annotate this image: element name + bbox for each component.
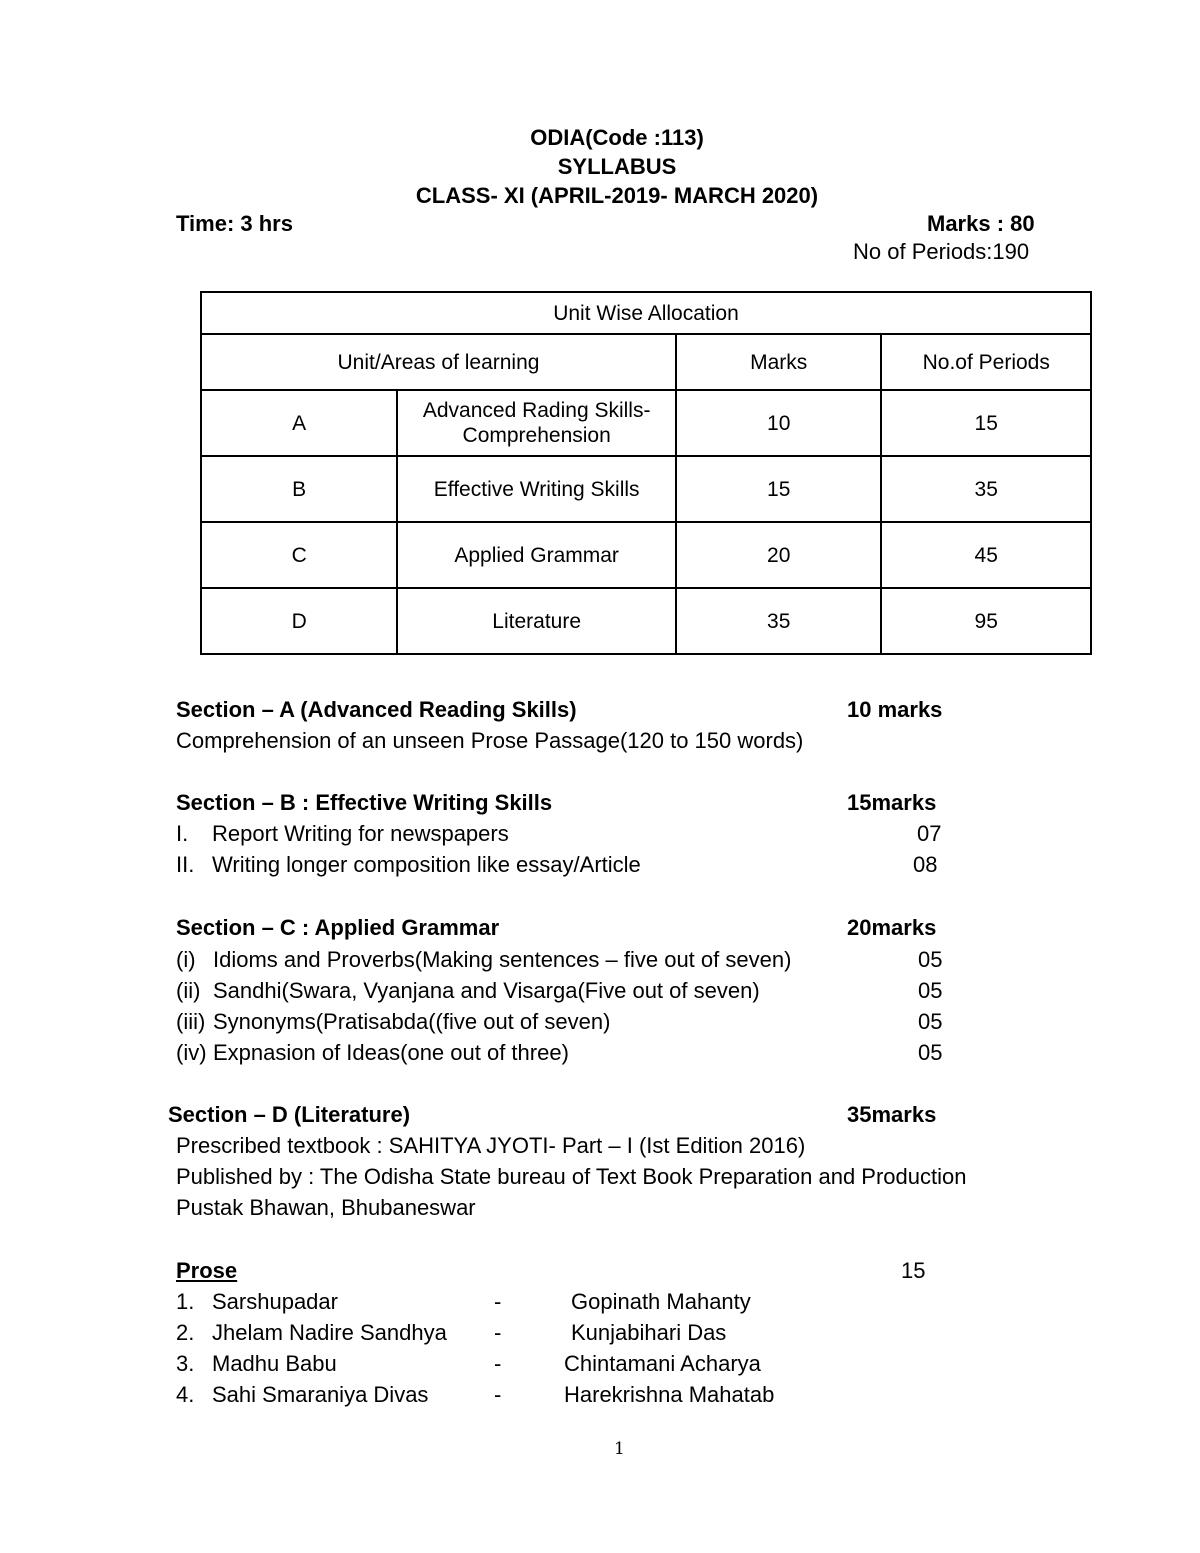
page-number: 1: [614, 1439, 625, 1459]
item-text: Idioms and Proverbs(Making sentences – five out of seven): [213, 947, 792, 972]
table-row: [201, 588, 1091, 654]
unit-cell: D: [201, 588, 397, 654]
section-c-marks: 20marks: [847, 915, 937, 940]
periods-label: No of Periods:190: [853, 239, 1030, 264]
item-number: 2.: [176, 1320, 195, 1345]
table-row: [201, 522, 1091, 588]
item-marks: 05: [918, 1009, 943, 1034]
prose-author: Gopinath Mahanty: [571, 1289, 751, 1314]
unit-cell: B: [201, 456, 397, 522]
section-b-marks: 15marks: [847, 790, 937, 815]
area-cell: Applied Grammar: [397, 522, 676, 588]
header-unit-area: Unit/Areas of learning: [201, 334, 676, 390]
item-number: 1.: [176, 1289, 195, 1314]
marks-cell: 35: [676, 588, 881, 654]
item-marks: 05: [918, 1040, 943, 1065]
item-text: Sandhi(Swara, Vyanjana and Visarga(Five out of seven): [213, 978, 760, 1003]
unit-allocation-table: [200, 291, 1092, 655]
header-periods: No.of Periods: [881, 334, 1091, 390]
item-marks: 08: [913, 852, 938, 877]
prose-author: Harekrishna Mahatab: [564, 1382, 775, 1407]
prose-title: Madhu Babu: [212, 1351, 337, 1376]
unit-cell: C: [201, 522, 397, 588]
document-subtitle: SYLLABUS: [557, 154, 677, 179]
marks-label: Marks : 80: [927, 211, 1035, 236]
dash: -: [494, 1320, 502, 1345]
section-b-title: Section – B : Effective Writing Skills: [176, 790, 553, 815]
item-text: Expnasion of Ideas(one out of three): [213, 1040, 569, 1065]
item-marks: 05: [918, 978, 943, 1003]
section-a-marks: 10 marks: [847, 697, 943, 722]
table-caption: Unit Wise Allocation: [201, 292, 1091, 334]
dash: -: [494, 1289, 502, 1314]
periods-cell: 45: [881, 522, 1091, 588]
table-row: [201, 456, 1091, 522]
dash: -: [494, 1382, 502, 1407]
item-number: I.: [176, 821, 189, 846]
prose-title: Sahi Smaraniya Divas: [212, 1382, 429, 1407]
item-number: 4.: [176, 1382, 195, 1407]
item-text: Writing longer composition like essay/Article: [212, 852, 641, 877]
item-number: II.: [176, 852, 195, 877]
area-cell: Effective Writing Skills: [397, 456, 676, 522]
item-marks: 07: [917, 821, 942, 846]
prose-title: Sarshupadar: [212, 1289, 338, 1314]
section-d-title: Section – D (Literature): [168, 1102, 411, 1127]
section-a-description: Comprehension of an unseen Prose Passage(120 to 150 words): [176, 728, 804, 753]
textbook-line: Prescribed textbook : SAHITYA JYOTI- Part – I (Ist Edition 2016): [176, 1133, 806, 1158]
prose-marks: 15: [901, 1258, 926, 1283]
section-c-title: Section – C : Applied Grammar: [176, 915, 500, 940]
item-number: (iv): [176, 1040, 207, 1065]
section-a-title: Section – A (Advanced Reading Skills): [176, 697, 577, 722]
publisher-line: Published by : The Odisha State bureau of Text Book Preparation and Production: [176, 1164, 967, 1189]
item-text: Report Writing for newspapers: [212, 821, 509, 846]
area-cell: Literature: [397, 588, 676, 654]
periods-cell: 95: [881, 588, 1091, 654]
item-number: (i): [176, 947, 196, 972]
prose-author: Kunjabihari Das: [571, 1320, 727, 1345]
document-title: ODIA(Code :113): [530, 125, 704, 150]
class-line: CLASS- XI (APRIL-2019- MARCH 2020): [415, 183, 819, 208]
periods-cell: 35: [881, 456, 1091, 522]
item-number: 3.: [176, 1351, 195, 1376]
marks-cell: 20: [676, 522, 881, 588]
marks-cell: 15: [676, 456, 881, 522]
periods-cell: 15: [881, 390, 1091, 456]
prose-author: Chintamani Acharya: [564, 1351, 761, 1376]
table-row: [201, 390, 1091, 456]
prose-heading: Prose: [176, 1258, 238, 1283]
item-marks: 05: [918, 947, 943, 972]
marks-cell: 10: [676, 390, 881, 456]
item-text: Synonyms(Pratisabda((five out of seven): [213, 1009, 611, 1034]
prose-title: Jhelam Nadire Sandhya: [212, 1320, 447, 1345]
dash: -: [494, 1351, 502, 1376]
unit-cell: A: [201, 390, 397, 456]
time-label: Time: 3 hrs: [176, 211, 293, 236]
publisher-address: Pustak Bhawan, Bhubaneswar: [176, 1195, 476, 1220]
item-number: (ii): [176, 978, 201, 1003]
area-cell: Advanced Rading Skills- Comprehension: [397, 390, 676, 456]
item-number: (iii): [176, 1009, 206, 1034]
section-d-marks: 35marks: [847, 1102, 937, 1127]
header-marks: Marks: [676, 334, 881, 390]
